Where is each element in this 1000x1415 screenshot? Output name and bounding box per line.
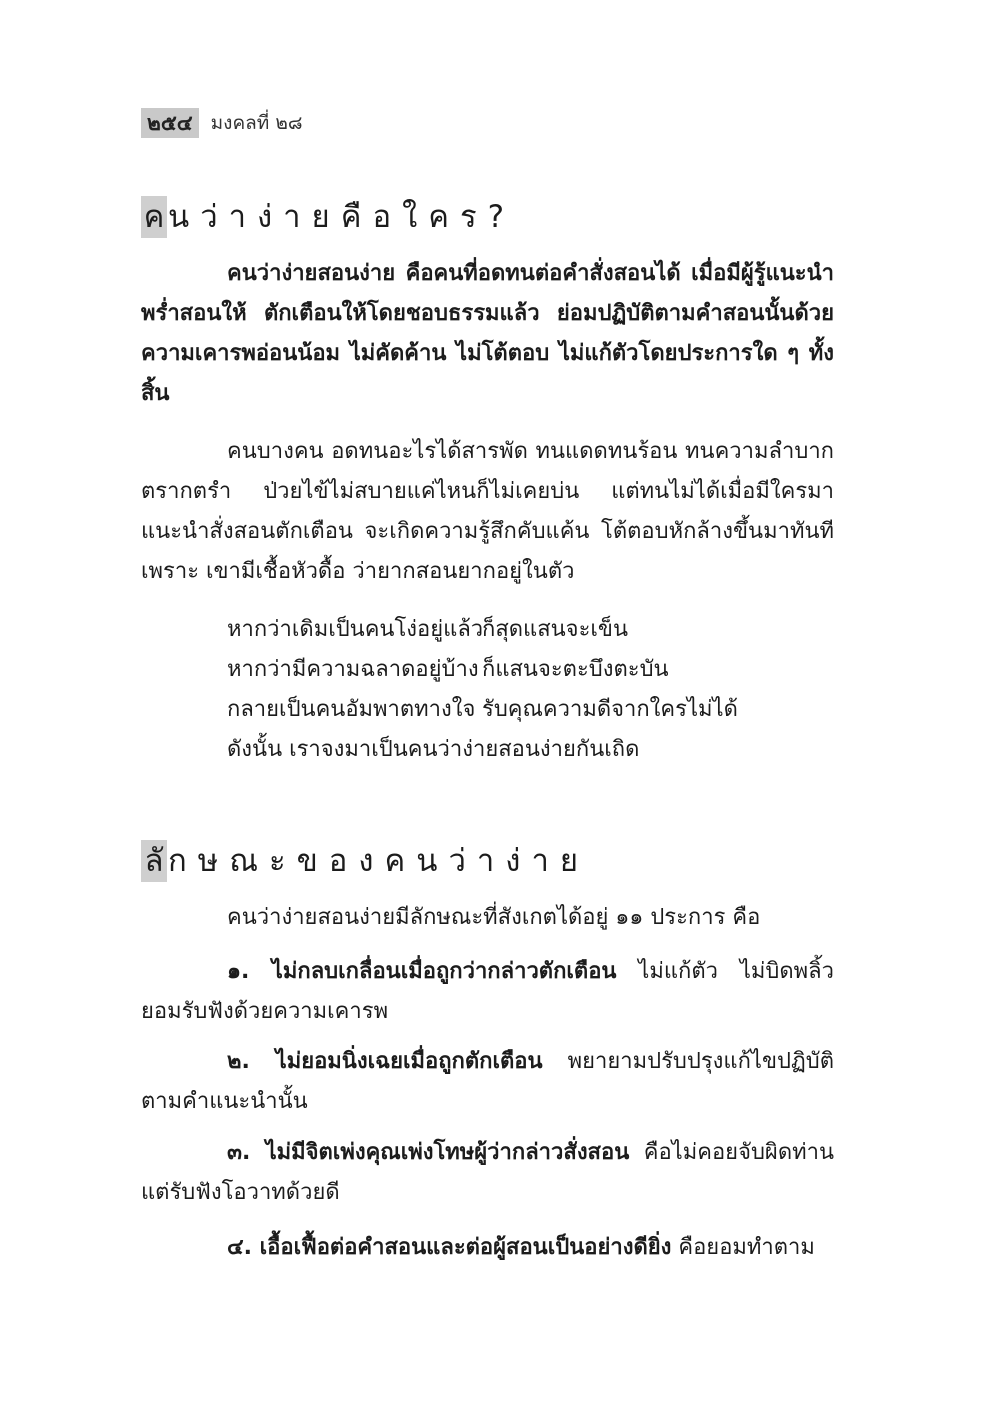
list-item [141,1042,834,1122]
list-item-lead: ๔. เอื้อเฟื้อต่อคำสอนและต่อผู้สอนเป็นอย่างดียิ่ง [227,1235,672,1260]
list-item-text: พยายามปรับปรุงแก้ไขปฏิบัติตามคำแนะนำนั้น [141,1049,834,1114]
list-item-lead: ๑. ไม่กลบเกลื่อนเมื่อถูกว่ากล่าวตักเตือน [227,959,617,984]
list-item [141,952,834,1032]
poem-line [227,730,738,770]
poem [227,610,738,770]
list-item-lead: ๓. ไม่มีจิตเพ่งคุณเพ่งโทษผู้ว่ากล่าวสั่งสอน [227,1140,630,1165]
list-item-text: คือไม่คอยจับผิดท่านแต่รับฟังโอวาทด้วยดี [141,1140,834,1205]
poem-line-second-half: ก็แสนจะตะบึงตะบัน [482,657,669,682]
poem-line [227,690,738,730]
list-item [141,1133,834,1213]
list-item-lead: ๒. ไม่ยอมนิ่งเฉยเมื่อถูกตักเตือน [227,1049,543,1074]
section-heading-2 [141,840,589,882]
poem-line [227,610,738,650]
body-paragraph: คนบางคน อดทนอะไรได้สารพัด ทนแดดทนร้อน ทนความลำบากตรากตรำ ป่วยไข้ไม่สบายแค่ไหนก็ไม่เคยบ่น แต่ทนไม่ได้เมื่อมีใครมาแนะนำสั่งสอนตักเตือน จะเกิดความรู้สึกคับแค้น โต้ตอบหักล้างขึ้นมาทันที เพราะ เขามีเชื้อหัวดื้อ ว่ายากสอนยากอยู่ในตัว [141,439,834,584]
heading-text: กษณะของคนว่าง่าย [168,843,590,879]
chapter-title: มงคลที่ ๒๘ [210,112,303,134]
poem-line-first-half: หากว่าเดิมเป็นคนโง่อยู่แล้ว [227,617,484,642]
list-item-text: คือยอมทำตาม [671,1235,815,1260]
heading-text: นว่าง่ายคือใคร? [168,199,516,235]
poem-line-second-half: ก็สุดแสนจะเข็น [482,617,628,642]
heading-initial: ลั [141,840,167,882]
poem-line-first-half: กลายเป็นคนอัมพาตทางใจ [227,697,476,722]
section-heading-1 [141,196,515,238]
poem-line-first-half: หากว่ามีความฉลาดอยู่บ้าง [227,657,479,682]
list-item-text: ไม่แก้ตัว ไม่บิดพลิ้ว ยอมรับฟังด้วยความเคารพ [141,959,834,1024]
heading-initial: ค [141,196,167,238]
intro-paragraph: คนว่าง่ายสอนง่ายมีลักษณะที่สังเกตได้อยู่ ๑๑ ประการ คือ [227,905,761,930]
definition-paragraph: คนว่าง่ายสอนง่าย คือคนที่อดทนต่อคำสั่งสอนได้ เมื่อมีผู้รู้แนะนำพร่ำสอนให้ ตักเตือนให้โดยชอบธรรมแล้ว ย่อมปฏิบัติตามคำสอนนั้นด้วยความเคารพอ่อนน้อม ไม่คัดค้าน ไม่โต้ตอบ ไม่แก้ตัวโดยประการใด ๆ ทั้งสิ้น [141,261,834,406]
poem-line-second-half: รับคุณความดีจากใครไม่ได้ [482,697,738,722]
page-number: ๒๕๔ [141,108,199,138]
poem-line-first-half: ดังนั้น เราจงมาเป็นคนว่าง่ายสอนง่ายกันเถิด [227,737,640,762]
poem-line [227,650,738,690]
list-item [141,1228,834,1268]
page-header [141,108,303,138]
